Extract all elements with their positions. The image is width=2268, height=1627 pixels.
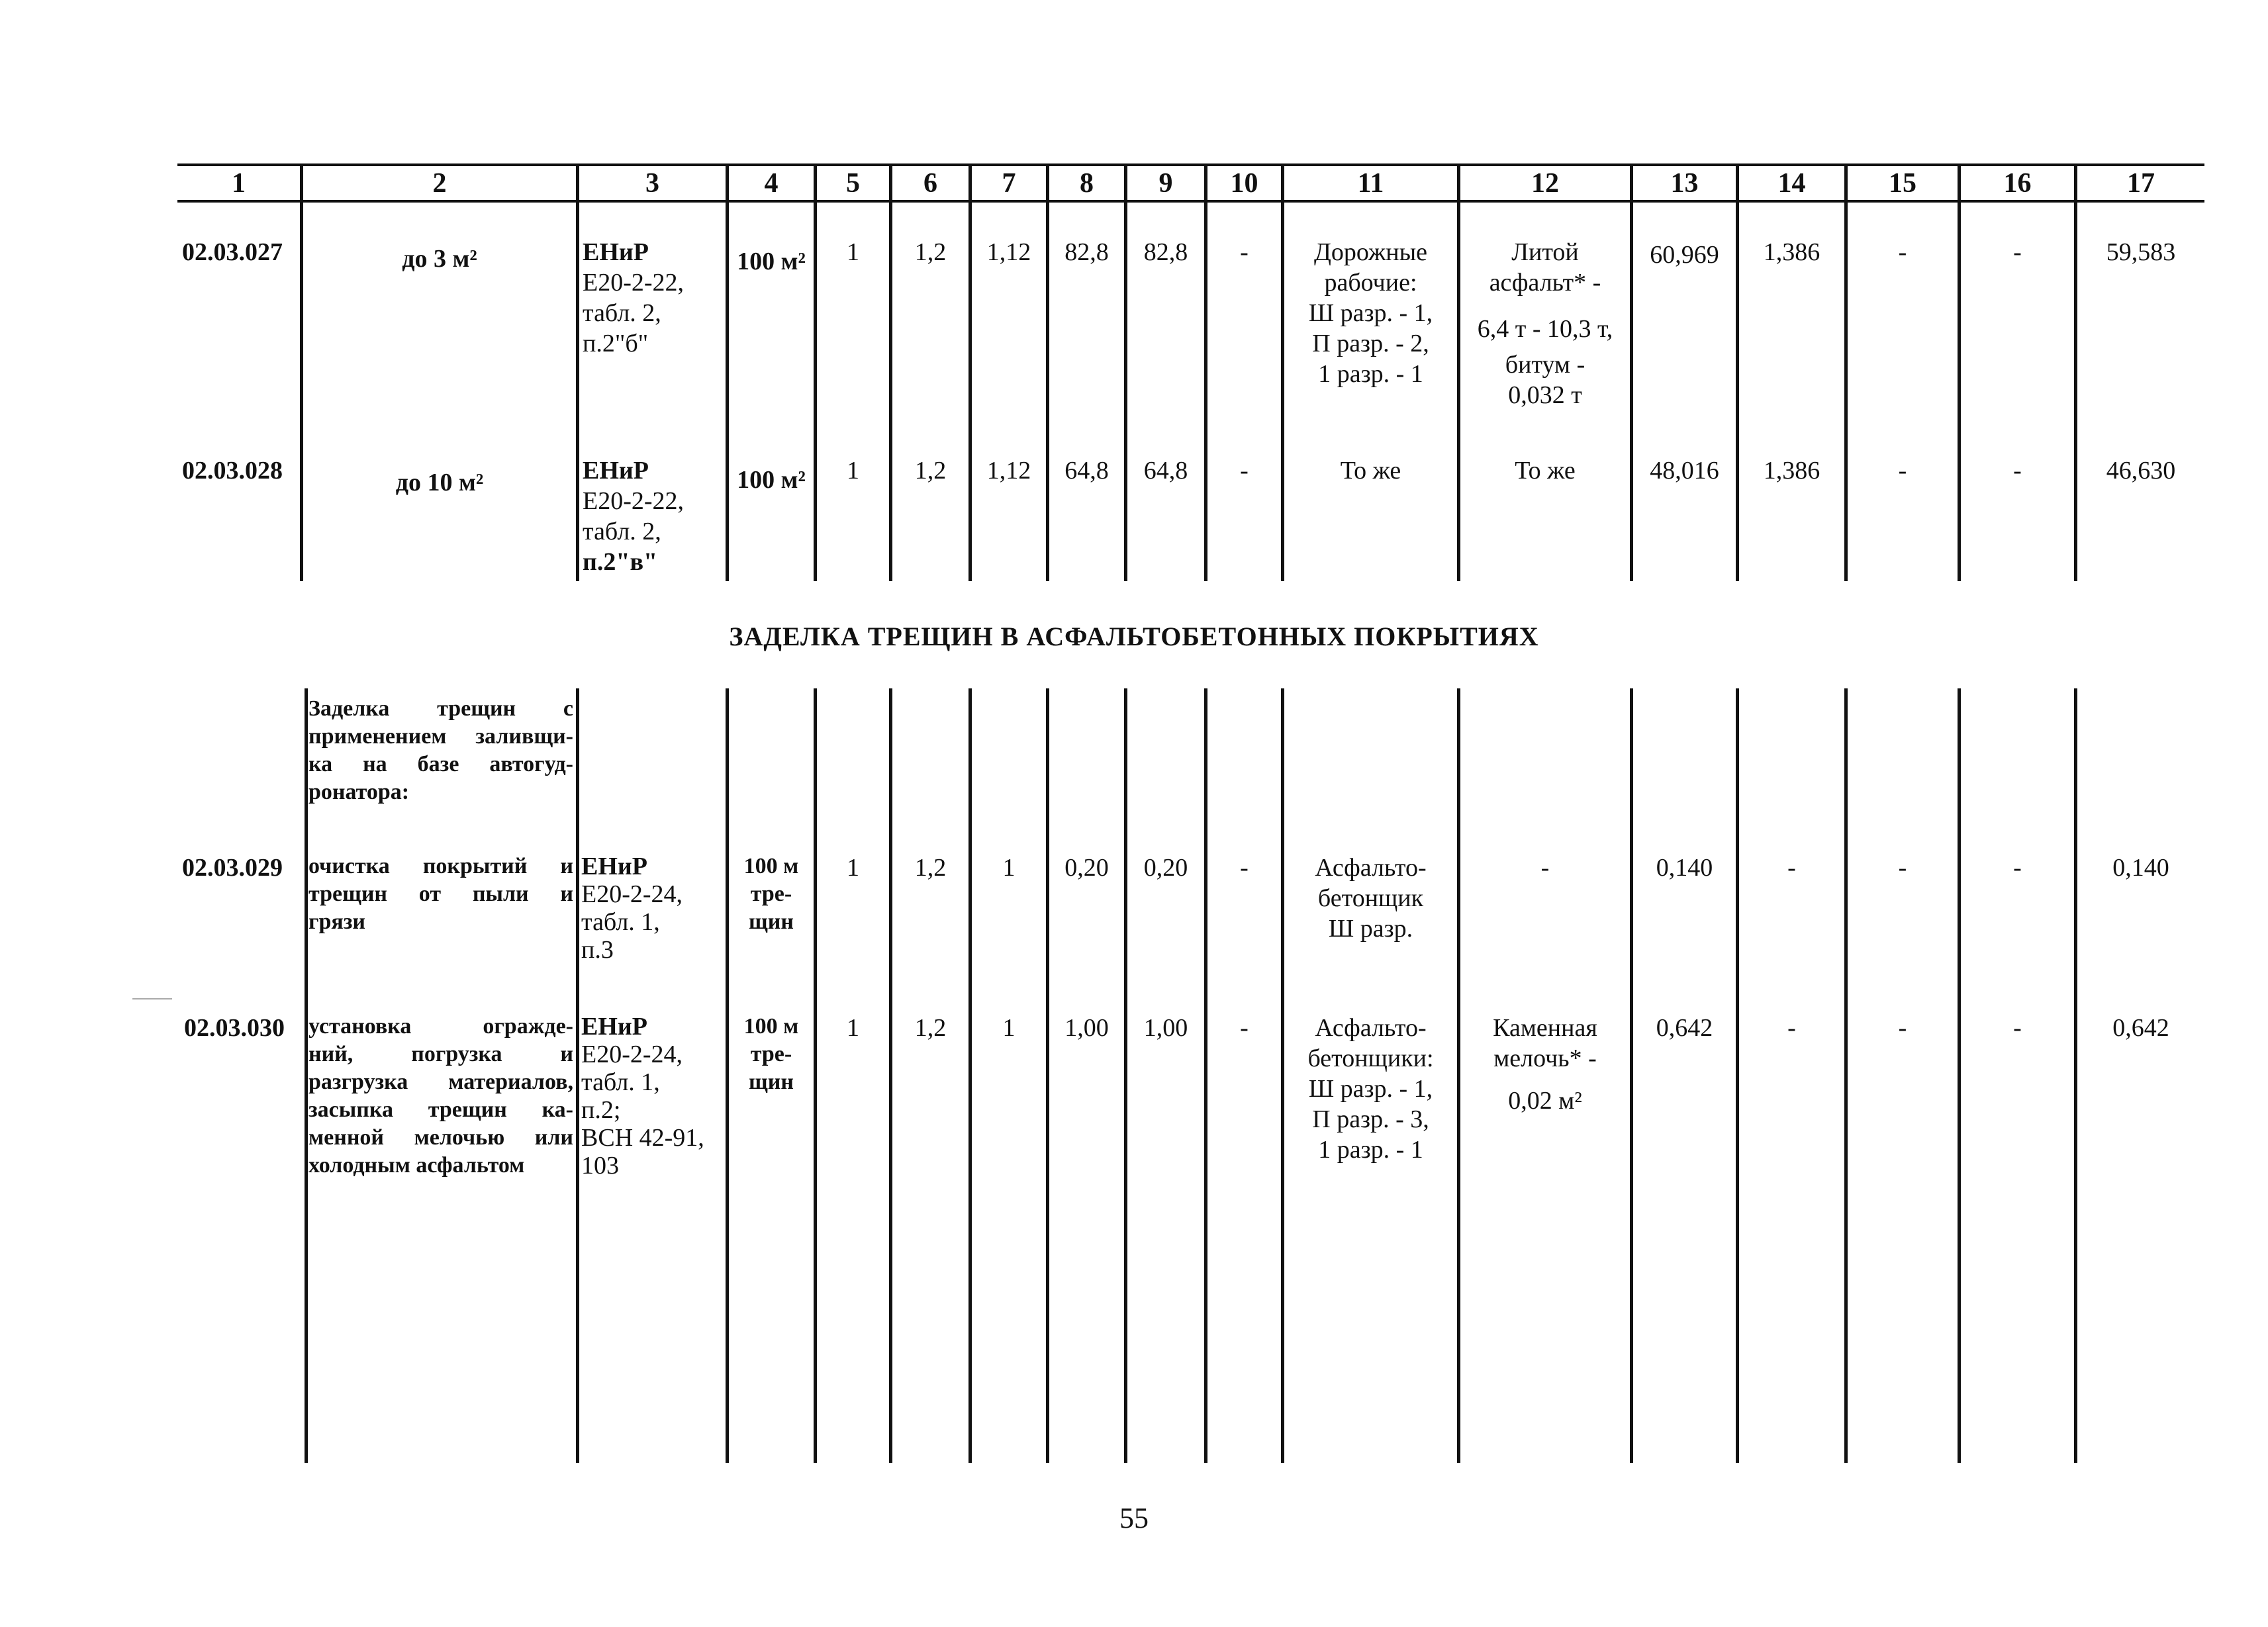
col-divider [1124, 688, 1127, 1463]
cell-13: 60,969 [1650, 241, 1719, 269]
col-divider [889, 688, 892, 1463]
cell-14: - [1787, 854, 1796, 882]
col-divider [300, 163, 303, 581]
cell-8: 0,20 [1064, 854, 1109, 882]
col-divider [889, 163, 892, 581]
section-title: ЗАДЕЛКА ТРЕЩИН В АСФАЛЬТОБЕТОННЫХ ПОКРЫТИЯХ [729, 622, 1539, 651]
cell-14: - [1787, 1014, 1796, 1042]
cell-6: 1,2 [914, 238, 947, 266]
unit: 100 м тре- щин [743, 854, 799, 934]
cell-9: 82,8 [1143, 238, 1188, 266]
col-divider [969, 163, 972, 581]
cell-8: 64,8 [1064, 457, 1109, 485]
unit: 100 м тре- щин [743, 1014, 799, 1094]
norm-reference: ЕНиР Е20-2-22, табл. 2, п.2"в" [583, 457, 685, 576]
workers: Дорожные рабочие: Ш разр. - 1, П разр. - 2, 1 разр. - 1 [1308, 238, 1433, 388]
cell-17: 59,583 [2106, 238, 2176, 266]
col-divider [1958, 688, 1961, 1463]
column-header: 12 [1531, 168, 1559, 199]
cell-15: - [1898, 1014, 1907, 1042]
page-number: 55 [1119, 1502, 1149, 1534]
column-header: 10 [1230, 168, 1258, 199]
col-divider [1630, 688, 1633, 1463]
cell-16: - [2013, 854, 2022, 882]
cell-13: 0,642 [1656, 1014, 1713, 1042]
cell-15: - [1898, 457, 1907, 485]
row-code: 02.03.030 [184, 1014, 285, 1042]
col-divider [814, 688, 817, 1463]
column-header: 4 [764, 168, 779, 199]
column-header: 1 [232, 168, 246, 199]
cell-5: 1 [847, 1014, 859, 1042]
cell-5: 1 [847, 457, 859, 485]
col-divider [1844, 163, 1848, 581]
cell-16: - [2013, 457, 2022, 485]
col-divider [1958, 163, 1961, 581]
row-code: 02.03.029 [182, 854, 283, 882]
col-divider [1630, 163, 1633, 581]
row-name: очистка покрытий и трещин от пыли и грязи [308, 854, 573, 934]
cell-8: 1,00 [1064, 1014, 1109, 1042]
cell-6: 1,2 [914, 457, 947, 485]
header-top-rule [177, 163, 2204, 166]
column-header: 2 [432, 168, 447, 199]
cell-16: - [2013, 238, 2022, 266]
cell-9: 1,00 [1143, 1014, 1188, 1042]
cell-6: 1,2 [914, 1014, 947, 1042]
materials: Литой асфальт* - 6,4 т - 10,3 т, битум - 0,032 т [1477, 238, 1613, 409]
scan-artifact [132, 998, 172, 999]
cell-10: - [1240, 457, 1249, 485]
materials: Каменная мелочь* - 0,02 м² [1493, 1014, 1597, 1115]
workers: Асфальто- бетонщики: Ш разр. - 1, П разр. - 3, 1 разр. - 1 [1307, 1014, 1434, 1164]
norm-reference: ЕНиР Е20-2-22, табл. 2, п.2"б" [583, 238, 685, 357]
cell-7: 1 [1002, 1014, 1016, 1042]
col-divider [1736, 688, 1739, 1463]
row-code: 02.03.028 [182, 457, 283, 485]
cell-17: 0,642 [2112, 1014, 2169, 1042]
row-code: 02.03.027 [182, 238, 283, 266]
col-divider [726, 163, 729, 581]
cell-14: 1,386 [1763, 457, 1820, 485]
cell-15: - [1898, 854, 1907, 882]
unit: 100 м² [737, 248, 806, 275]
cell-16: - [2013, 1014, 2022, 1042]
cell-10: - [1240, 1014, 1249, 1042]
section-intro: Заделка трещин с применением заливщи- ка на базе автогуд- ронатора: [308, 696, 573, 804]
col-divider [305, 688, 308, 1463]
cell-5: 1 [847, 854, 859, 882]
header-bottom-rule [177, 200, 2204, 203]
column-header: 7 [1002, 168, 1016, 199]
column-header: 14 [1777, 168, 1806, 199]
col-divider [1046, 688, 1049, 1463]
column-header: 16 [2003, 168, 2032, 199]
col-divider [576, 163, 579, 581]
norm-reference: ЕНиР Е20-2-24, табл. 1, п.2; ВСН 42-91, 103 [581, 1013, 704, 1180]
unit: 100 м² [737, 466, 806, 494]
cell-7: 1,12 [986, 457, 1031, 485]
cell-7: 1 [1002, 854, 1016, 882]
cell-14: 1,386 [1763, 238, 1820, 266]
workers: То же [1340, 457, 1401, 485]
col-divider [1124, 163, 1127, 581]
column-header: 13 [1670, 168, 1699, 199]
cell-9: 0,20 [1143, 854, 1188, 882]
col-divider [2074, 163, 2077, 581]
cell-15: - [1898, 238, 1907, 266]
cell-6: 1,2 [914, 854, 947, 882]
row-name: до 3 м² [402, 245, 477, 273]
col-divider [814, 163, 817, 581]
col-divider [1204, 163, 1207, 581]
col-divider [1204, 688, 1207, 1463]
col-divider [969, 688, 972, 1463]
cell-5: 1 [847, 238, 859, 266]
column-header: 15 [1889, 168, 1916, 199]
column-header: 6 [923, 168, 937, 199]
column-header: 3 [645, 168, 659, 199]
cell-10: - [1240, 238, 1249, 266]
col-divider [576, 688, 579, 1463]
materials: - [1540, 854, 1550, 882]
column-header: 11 [1357, 168, 1384, 199]
cell-17: 46,630 [2106, 457, 2176, 485]
col-divider [1736, 163, 1739, 581]
column-header: 17 [2127, 168, 2155, 199]
cell-13: 48,016 [1650, 457, 1719, 485]
row-name: установка огражде- ний, погрузка и разгрузка материалов, засыпка трещин ка- менной мелочью или холодным асфальтом [308, 1014, 573, 1178]
column-header: 5 [846, 168, 860, 199]
cell-9: 64,8 [1143, 457, 1188, 485]
col-divider [2074, 688, 2077, 1463]
cell-10: - [1240, 854, 1249, 882]
workers: Асфальто- бетонщик Ш разр. [1315, 854, 1427, 943]
cell-7: 1,12 [986, 238, 1031, 266]
cell-13: 0,140 [1656, 854, 1713, 882]
column-header: 9 [1158, 168, 1173, 199]
col-divider [1046, 163, 1049, 581]
row-name: до 10 м² [395, 469, 484, 496]
col-divider [1844, 688, 1848, 1463]
cell-17: 0,140 [2112, 854, 2169, 882]
column-header: 8 [1080, 168, 1094, 199]
materials: То же [1515, 457, 1576, 485]
norm-reference: ЕНиР Е20-2-24, табл. 1, п.3 [581, 853, 683, 964]
cell-8: 82,8 [1064, 238, 1109, 266]
